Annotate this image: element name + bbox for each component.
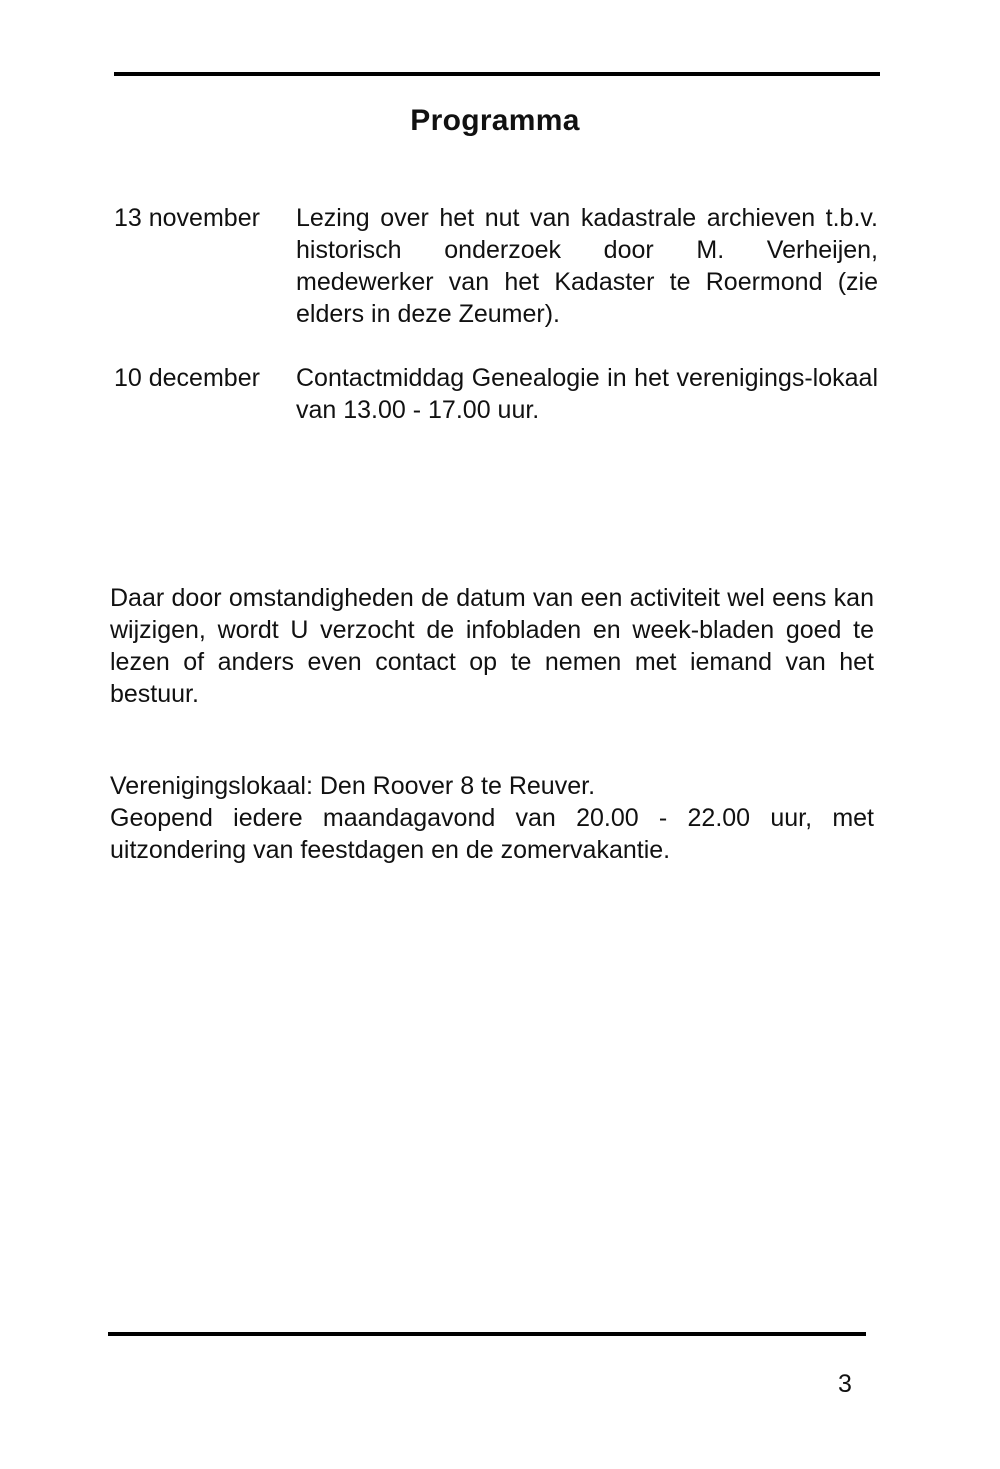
program-date: 10 december (114, 364, 260, 392)
program-date: 13 november (114, 204, 260, 232)
program-description: Contactmiddag Genealogie in het verenigings-lokaal van 13.00 - 17.00 uur. (296, 364, 878, 424)
top-rule (114, 72, 880, 76)
program-entry (114, 362, 884, 432)
venue-info (110, 770, 874, 866)
program-description: Lezing over het nut van kadastrale archieven t.b.v. historisch onderzoek door M. Verheijen, medewerker van het Kadaster te Roermond (zie elders in deze Zeumer). (296, 204, 878, 328)
venue-location: Verenigingslokaal: Den Roover 8 te Reuver. (110, 772, 596, 800)
page-number: 3 (838, 1370, 852, 1398)
bottom-rule (108, 1332, 866, 1336)
notice-paragraph: Daar door omstandigheden de datum van een activiteit wel eens kan wijzigen, wordt U verzocht de infobladen en week-bladen goed te lezen of anders even contact op te nemen met iemand van het bestuur. (110, 584, 874, 708)
venue-hours: Geopend iedere maandagavond van 20.00 - 22.00 uur, met uitzondering van feestdagen en de zomervakantie. (110, 804, 874, 864)
program-entry (114, 202, 884, 332)
page-title: Programma (410, 104, 580, 137)
